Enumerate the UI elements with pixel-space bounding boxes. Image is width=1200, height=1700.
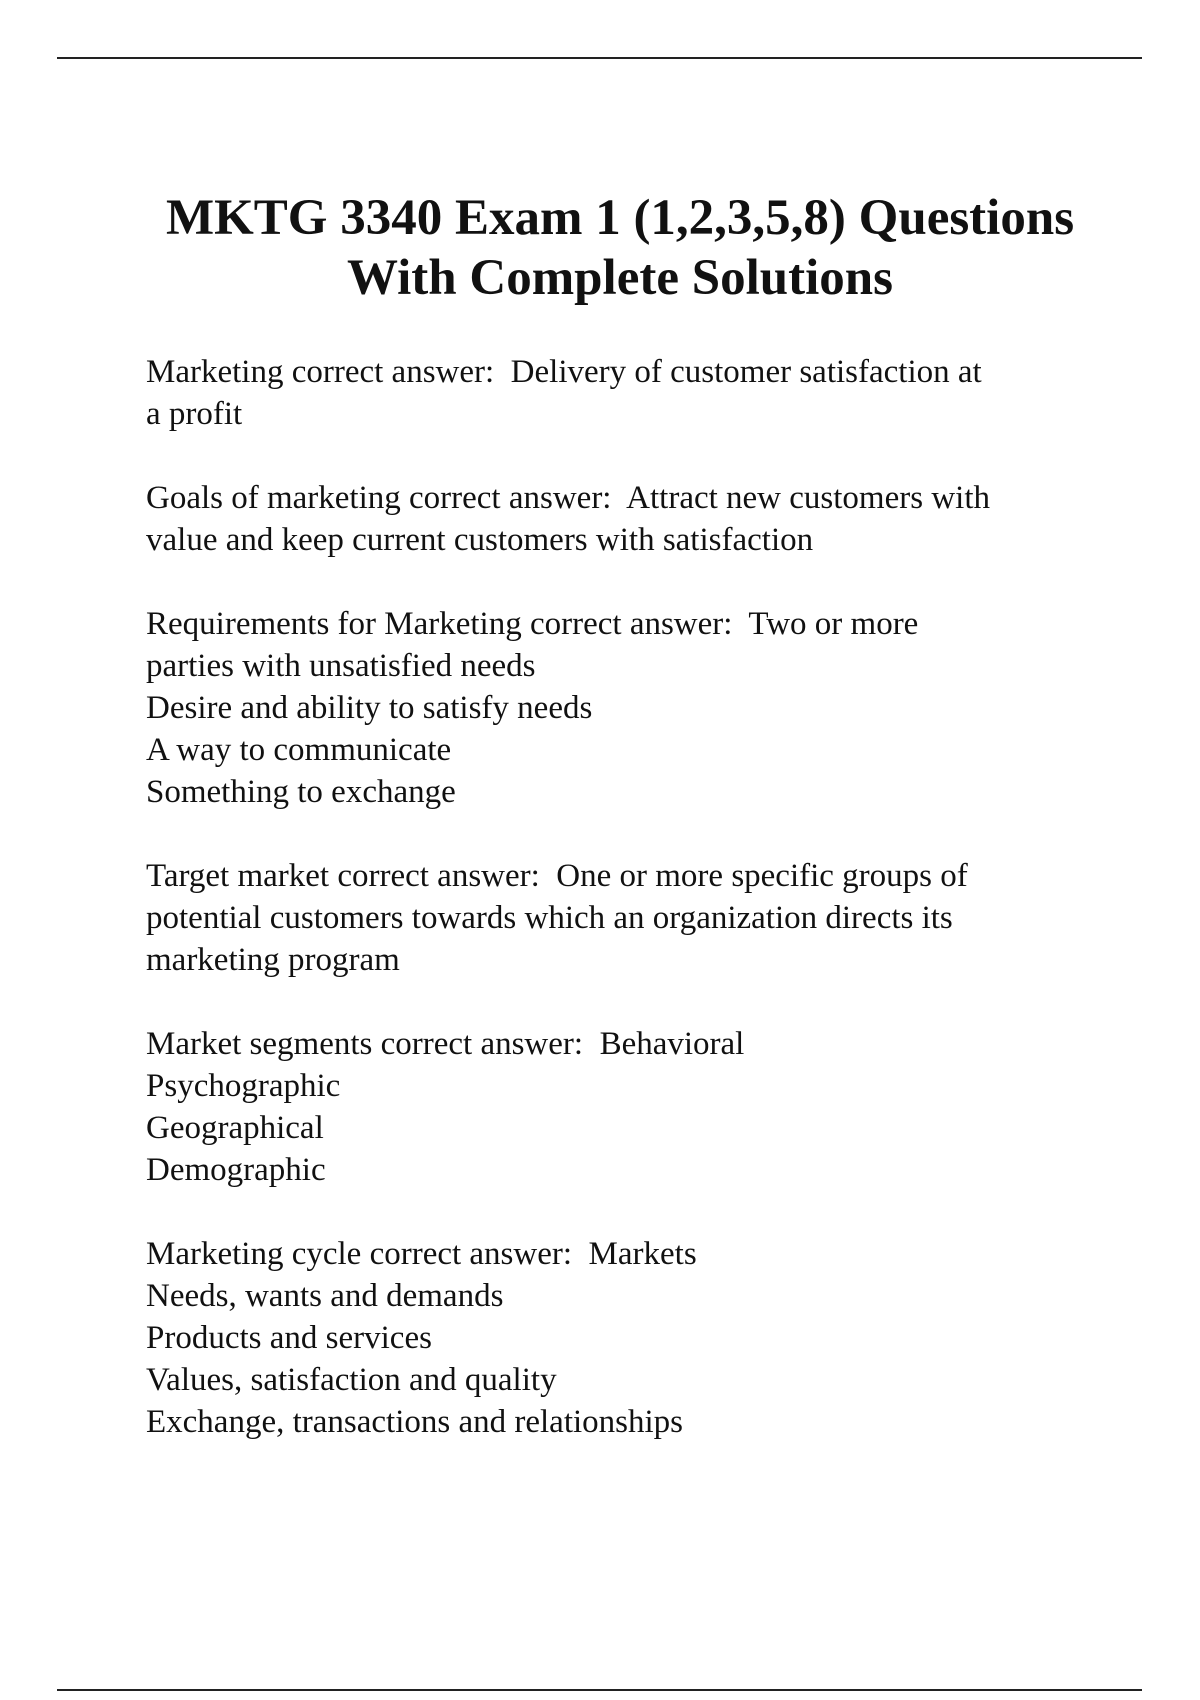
qa-line: Market segments correct answer: Behavioral (146, 1026, 745, 1062)
qa-line: Geographical (146, 1110, 324, 1146)
qa-entry-marketing-cycle (146, 1233, 1106, 1443)
footer-rule (57, 1689, 1142, 1691)
qa-line: Marketing cycle correct answer: Markets (146, 1236, 697, 1272)
qa-line: Products and services (146, 1320, 432, 1356)
qa-line: Goals of marketing correct answer: Attract new customers with (146, 480, 990, 516)
qa-entry-market-segments (146, 1023, 1106, 1191)
qa-line: Values, satisfaction and quality (146, 1362, 557, 1398)
header-rule (57, 57, 1142, 59)
qa-entry-marketing (146, 351, 1106, 435)
qa-line: Something to exchange (146, 774, 456, 810)
qa-line: parties with unsatisfied needs (146, 648, 536, 684)
qa-line: Exchange, transactions and relationships (146, 1404, 684, 1440)
qa-content (146, 351, 1106, 1443)
qa-line: a profit (146, 396, 243, 432)
qa-line: Desire and ability to satisfy needs (146, 690, 593, 726)
qa-line: value and keep current customers with satisfaction (146, 522, 814, 558)
qa-entry-goals-of-marketing (146, 477, 1106, 561)
qa-entry-target-market (146, 855, 1106, 981)
title-line: MKTG 3340 Exam 1 (1,2,3,5,8) Questions (165, 190, 1075, 246)
qa-line: Demographic (146, 1152, 326, 1188)
qa-line: A way to communicate (146, 732, 452, 768)
qa-line: Requirements for Marketing correct answer: Two or more (146, 606, 919, 642)
page-title (60, 188, 1180, 308)
qa-entry-requirements-for-marketing (146, 603, 1106, 813)
qa-line: Psychographic (146, 1068, 341, 1104)
qa-line: potential customers towards which an organization directs its (146, 900, 953, 936)
qa-line: marketing program (146, 942, 400, 978)
title-line: With Complete Solutions (347, 250, 893, 306)
qa-line: Needs, wants and demands (146, 1278, 504, 1314)
qa-line: Target market correct answer: One or more specific groups of (146, 858, 968, 894)
qa-line: Marketing correct answer: Delivery of customer satisfaction at (146, 354, 982, 390)
